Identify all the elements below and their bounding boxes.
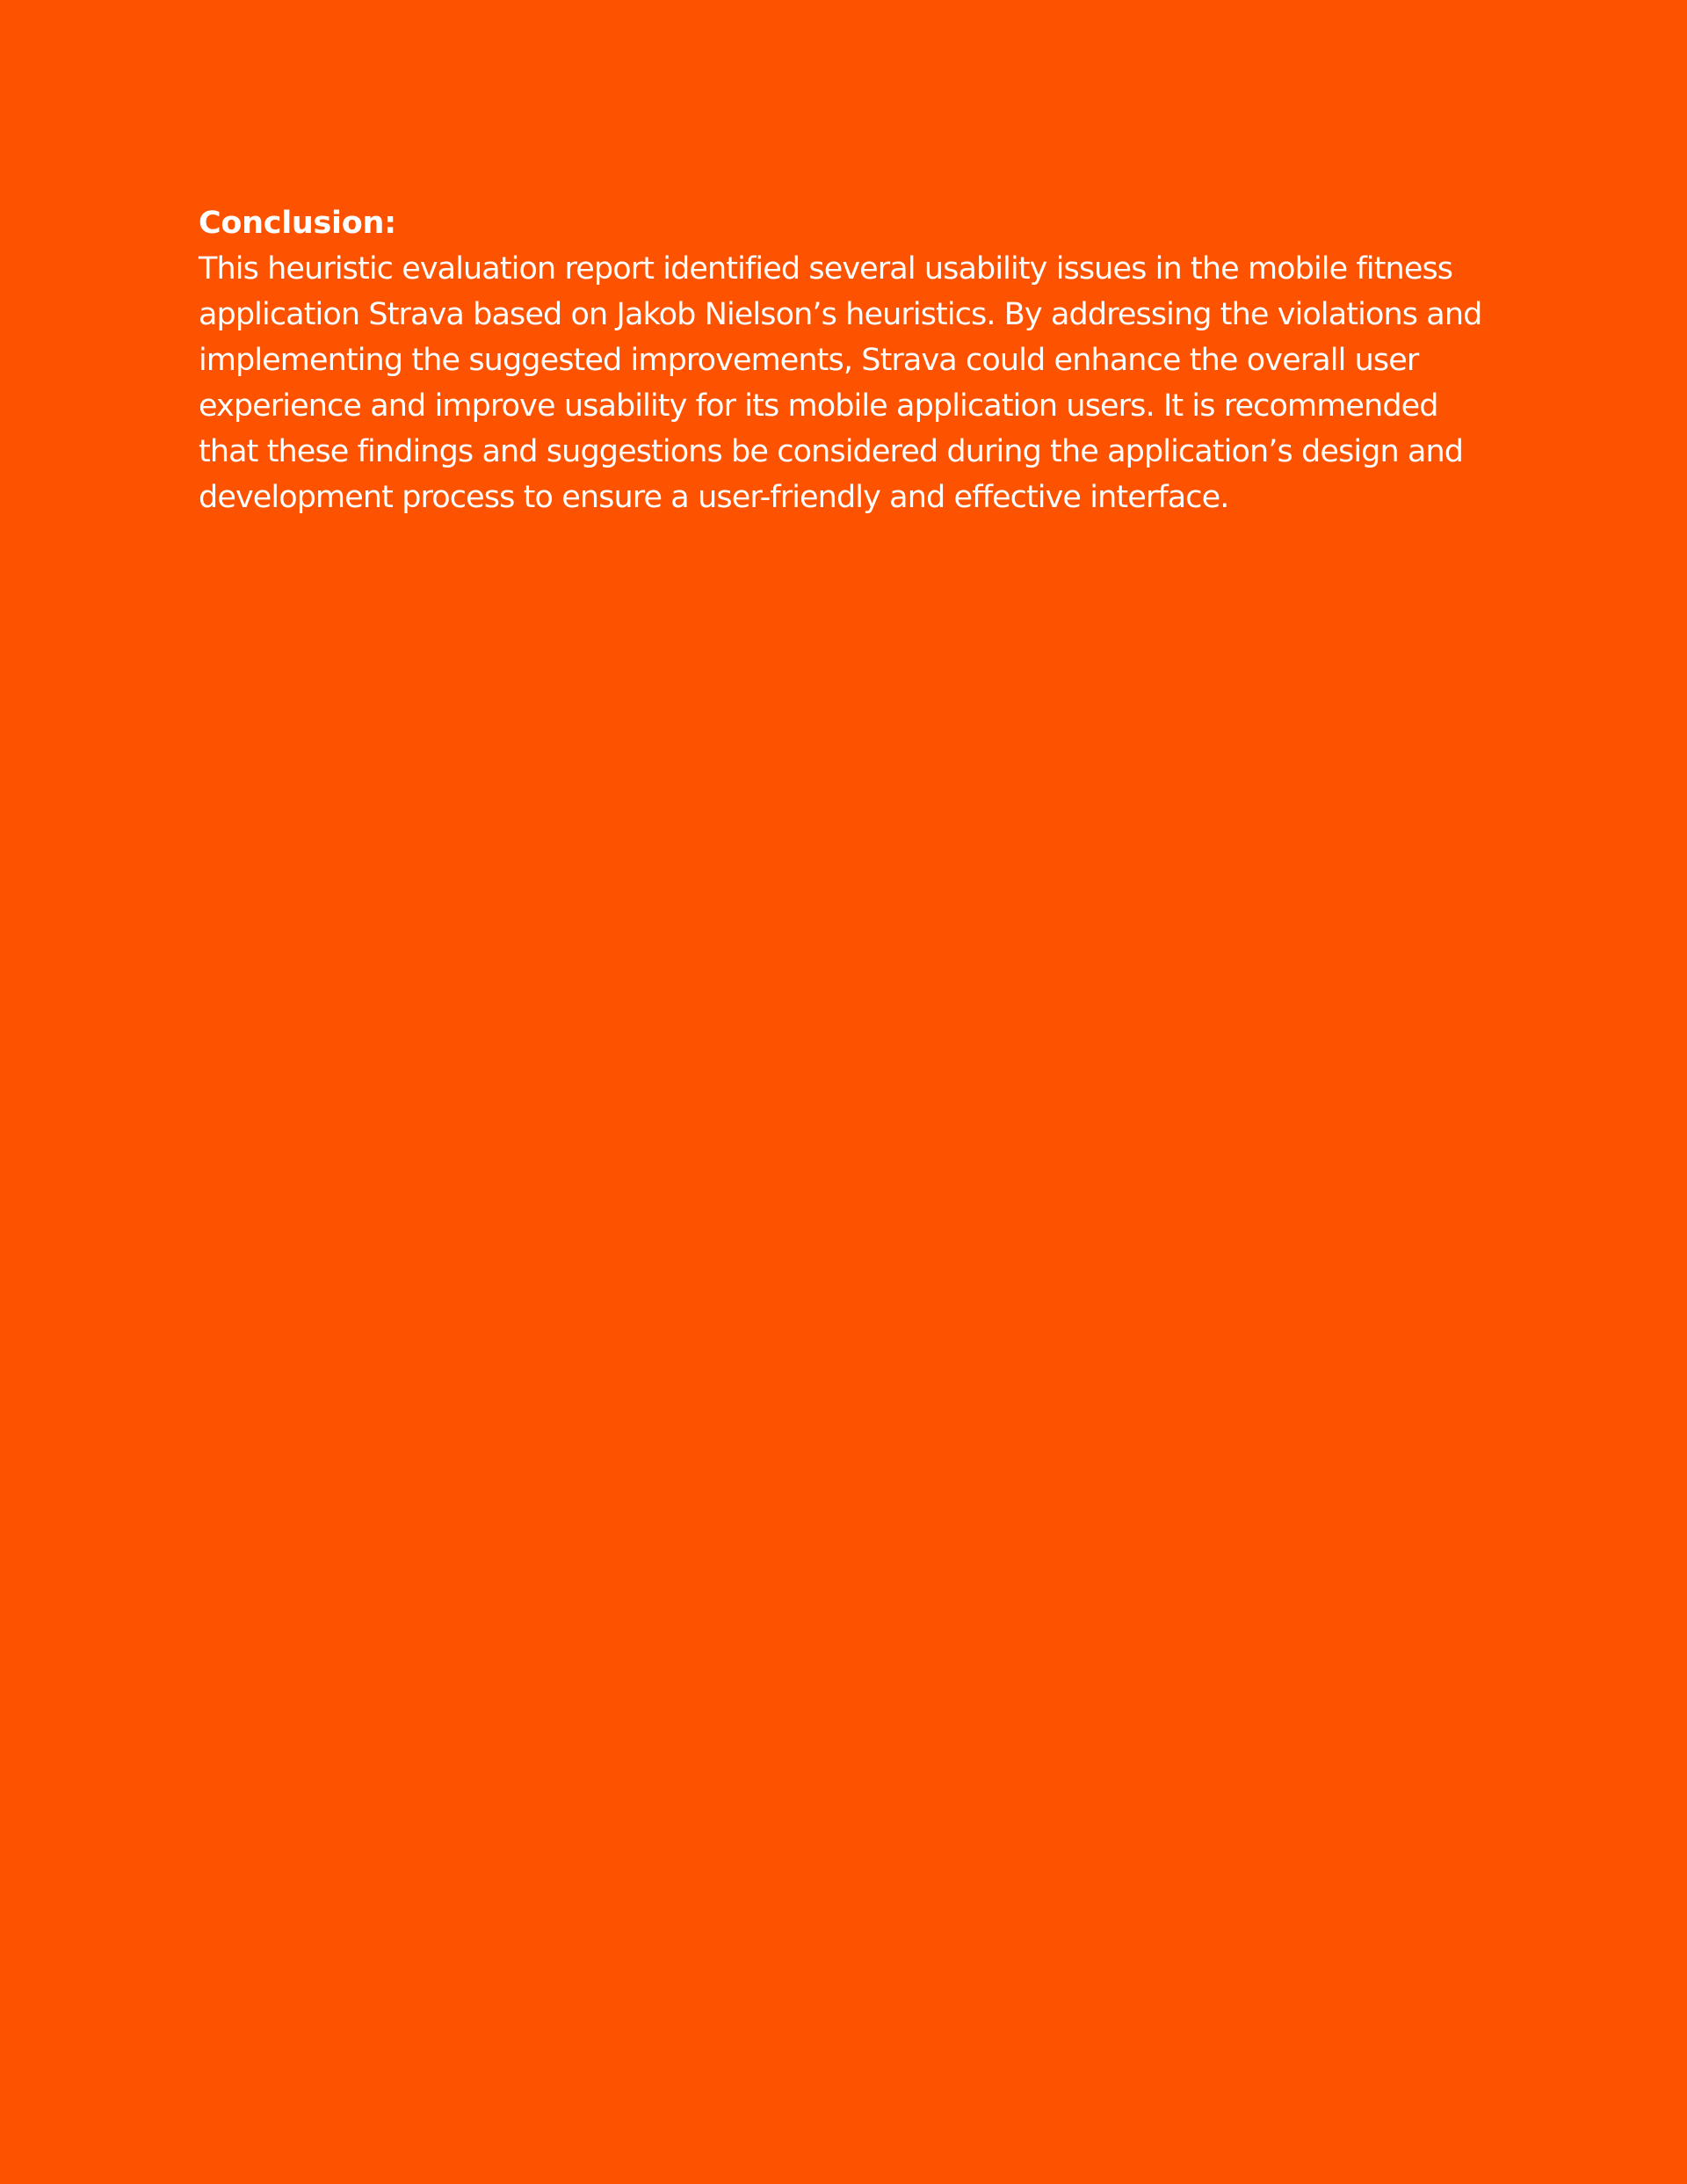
section-heading: Conclusion: <box>199 206 396 241</box>
conclusion-paragraph: This heuristic evaluation report identified several usability issues in the mobile fitness application Strava based on Jakob Nielson’s heuristics. By addressing the violations and implementing the suggested improvements, Strava could enhance the overall user experience and improve usability for its mobile application users. It is recommended that these findings and suggestions be considered during the application’s design and development process to ensure a user-friendly and effective interface. <box>199 251 1482 515</box>
conclusion-section <box>199 200 1499 520</box>
